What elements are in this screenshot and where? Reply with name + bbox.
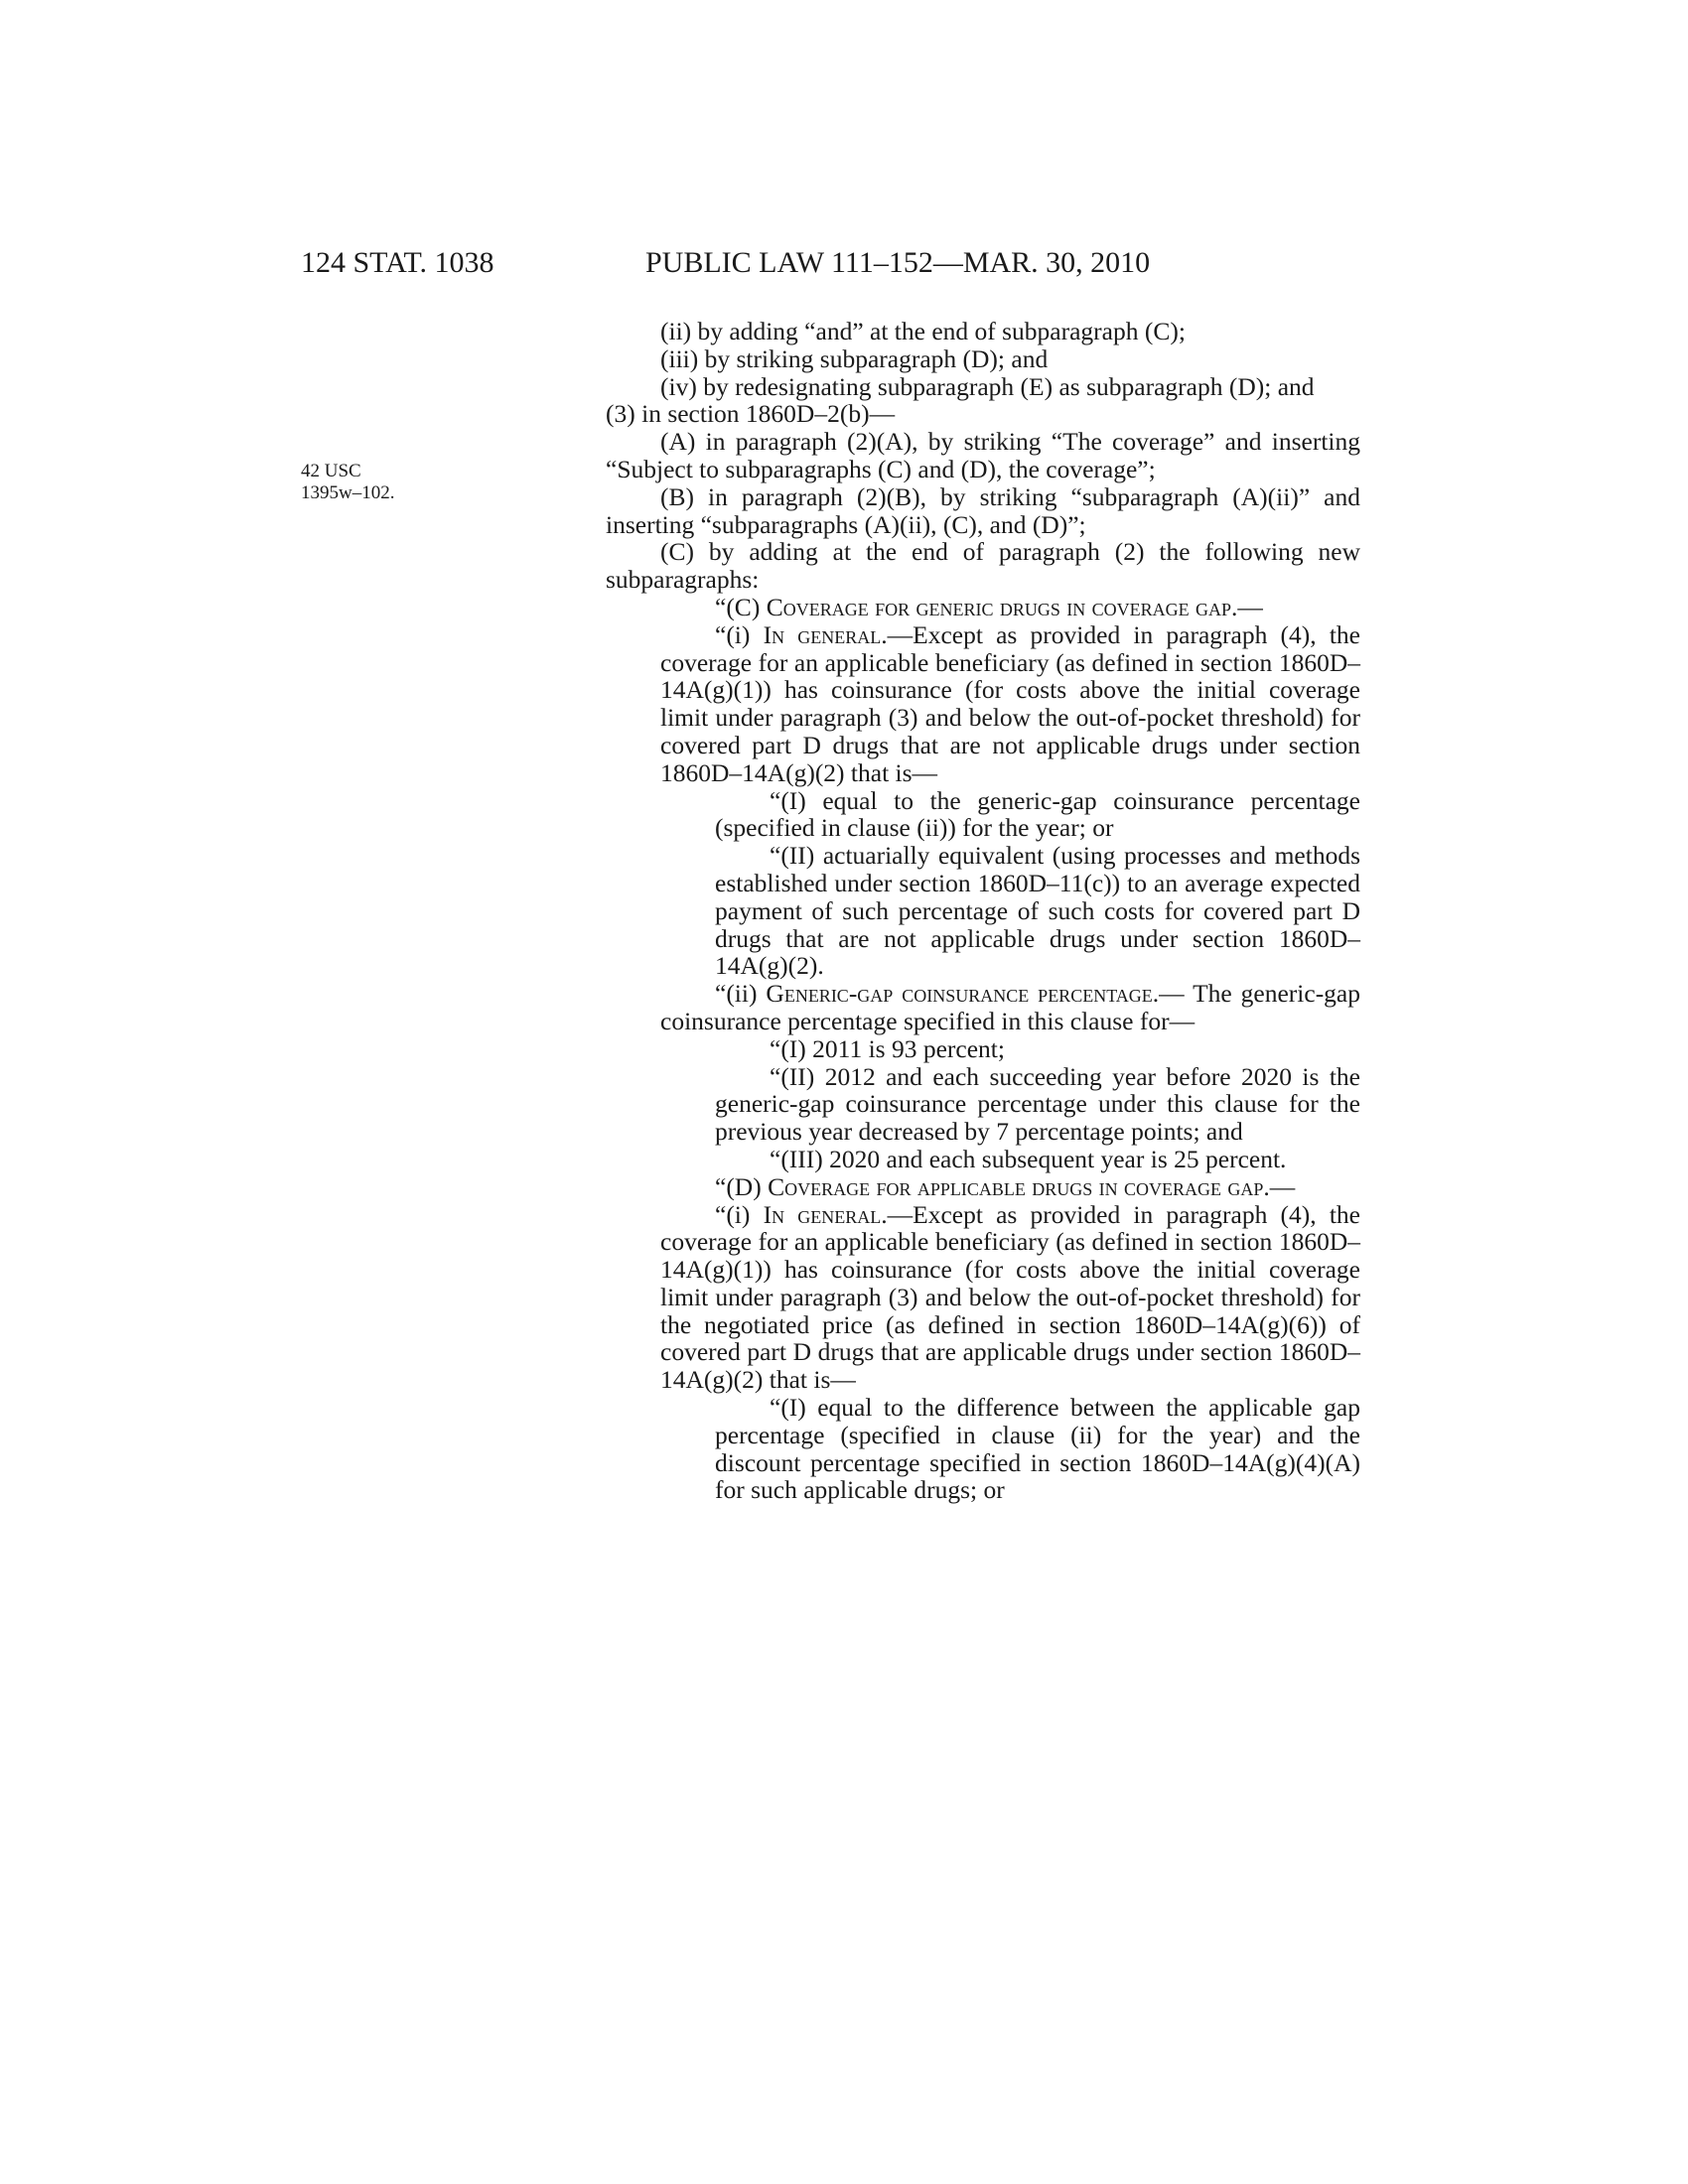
paragraph: [606, 400, 1360, 428]
paragraph-heading: Coverage for generic drugs in coverage gap.: [766, 592, 1238, 621]
paragraph-heading: Coverage for applicable drugs in coverage gap.: [768, 1171, 1270, 1201]
paragraph-text: (iii) by striking subparagraph (D); and: [660, 343, 1049, 373]
paragraph-heading: Generic-gap coinsurance percentage.: [766, 979, 1160, 1009]
paragraph-text: “(I) 2011 is 93 percent;: [770, 1033, 1005, 1063]
paragraph: [606, 1394, 1360, 1504]
paragraph: [606, 594, 1360, 621]
paragraph-text: —Except as provided in paragraph (4), the coverage for an applicable beneficiary (as defined in section 1860D–14A(g)(1)) has coinsurance (for costs above the initial coverage limit under paragraph (3) and below the out-of-pocket threshold) for the negotiated price (as defined in section 1860D–14A(g)(6)) of covered part D drugs that are applicable drugs under section 1860D–14A(g)(2) that is—: [660, 1199, 1360, 1395]
paragraph: [606, 345, 1360, 373]
paragraph: [606, 1146, 1360, 1173]
margin-note-line: 42 USC: [301, 461, 361, 481]
paragraph: [606, 842, 1360, 980]
paragraph: [606, 1035, 1360, 1063]
paragraph: [551, 318, 1360, 345]
statute-page-reference: 124 STAT. 1038: [301, 246, 494, 279]
paragraph-prefix: “(C): [715, 592, 767, 621]
paragraph-text: (B) in paragraph (2)(B), by striking “subparagraph (A)(ii)” and inserting “subparagraphs (A)(ii), (C), and (D)”;: [606, 481, 1360, 539]
paragraph-text: (iv) by redesignating subparagraph (E) as subparagraph (D); and: [660, 371, 1315, 401]
paragraph-text: “(III) 2020 and each subsequent year is 25 percent.: [770, 1144, 1287, 1173]
document-body: [606, 318, 1360, 1504]
running-head-title: PUBLIC LAW 111–152—MAR. 30, 2010: [645, 246, 1151, 279]
paragraph: [606, 538, 1360, 594]
paragraph-text: (C) by adding at the end of paragraph (2) the following new subparagraphs:: [606, 537, 1360, 595]
paragraph-text: — The generic-gap coinsurance percentage specified in this clause for—: [660, 979, 1360, 1035]
paragraph: [606, 980, 1360, 1035]
margin-note-citation: [301, 461, 394, 504]
paragraph-text: “(I) equal to the difference between the applicable gap percentage (specified in clause (ii) for the year) and the discount percentage specified in section 1860D–14A(g)(4)(A) for such applicable drugs; or: [715, 1393, 1360, 1505]
paragraph-prefix: “(i): [715, 1199, 764, 1229]
paragraph-prefix: “(i): [715, 619, 764, 649]
paragraph: [606, 1173, 1360, 1201]
paragraph-heading: In general.: [763, 619, 888, 649]
paragraph-text: (ii) by adding “and” at the end of subparagraph (C);: [660, 317, 1186, 345]
paragraph: [606, 1063, 1360, 1146]
paragraph-text: “(I) equal to the generic-gap coinsurance percentage (specified in clause (ii)) for the year; or: [715, 785, 1360, 843]
paragraph-text: (A) in paragraph (2)(A), by striking “The coverage” and inserting “Subject to subparagraphs (C) and (D), the coverage”;: [606, 427, 1360, 483]
paragraph: [606, 483, 1360, 539]
paragraph-text: “(II) actuarially equivalent (using processes and methods established under section 1860D–11(c)) to an average expected payment of such percentage of such costs for covered part D drugs that are not applicable drugs under section 1860D–14A(g)(2).: [715, 841, 1360, 981]
paragraph-text: (3) in section 1860D–2(b)—: [606, 399, 896, 429]
paragraph: [606, 373, 1360, 401]
paragraph: [606, 621, 1360, 787]
paragraph-text: —: [1237, 592, 1263, 621]
paragraph-prefix: “(D): [715, 1171, 769, 1201]
paragraph: [606, 1201, 1360, 1395]
page-header: [0, 246, 1688, 286]
paragraph-heading: In general.: [763, 1199, 888, 1229]
paragraph-text: —Except as provided in paragraph (4), the coverage for an applicable beneficiary (as defined in section 1860D–14A(g)(1)) has coinsurance (for costs above the initial coverage limit under paragraph (3) and below the out-of-pocket threshold) for covered part D drugs that are not applicable drugs under section 1860D–14A(g)(2) that is—: [660, 619, 1360, 787]
paragraph: [606, 787, 1360, 843]
paragraph-text: —: [1269, 1171, 1296, 1201]
paragraph-text: “(II) 2012 and each succeeding year before 2020 is the generic-gap coinsurance percentage under this clause for the previous year decreased by 7 percentage points; and: [715, 1061, 1360, 1147]
paragraph-prefix: “(ii): [715, 979, 767, 1009]
paragraph: [606, 428, 1360, 483]
margin-note-line: 1395w–102.: [301, 482, 395, 503]
